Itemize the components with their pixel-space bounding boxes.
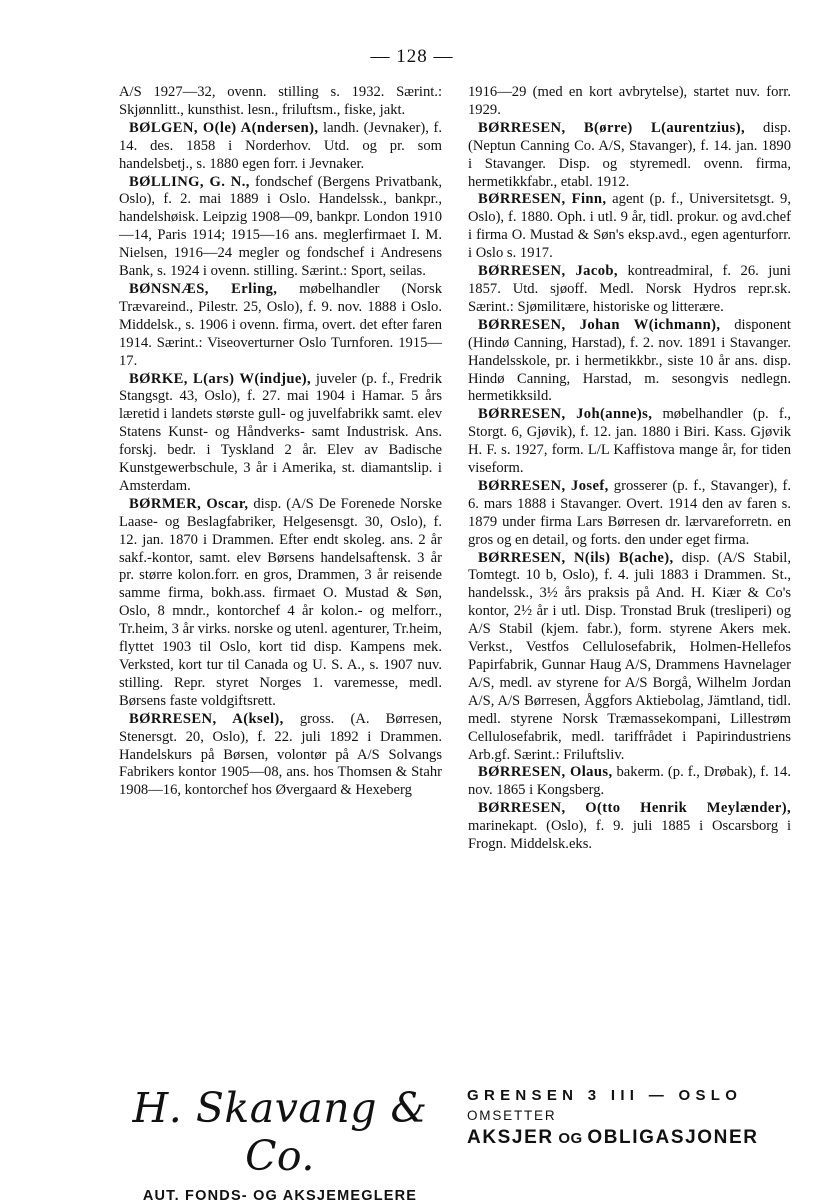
entry-text: disp. (A/S Stabil, Tomtegt. 10 b, Oslo), f. 4. juli 1883 i Drammen. St., handelssk., 3½ års praksis på And. H. Kiær & Co's kontor, 2½ år i utl. Disp. Tronstad Bruk (tresliperi) og A/S Stabil (kjem. fabr.), form. styrene Akers mek. Verkst., Vestfos Cellulosefabrik, Holmen-Hellefos Papirfabrik, Gunnar Haug A/S, Drammens Havnelager A/S, medl. av styrene for A/S Borgå, Wilhelm Jordan A/S, A/S Børresen, Åggfors Aktiebolag, Jämtland, tidl. medl. styrene Norsk Træmassekompani, Lillestrøm Cellulosefabrik, medl. tariffrådet i Papirindustriens Arb.gf. Særint.: Friluftsliv. — [468, 549, 792, 763]
entry-name: BØNSNÆS, Erling, — [129, 280, 278, 297]
entry-name: BØRRESEN, B(ørre) L(aurentzius), — [478, 119, 746, 136]
directory-entry — [119, 371, 442, 496]
entry-text: agent (p. f., Universitetsgt. 9, Oslo), f. 1880. Oph. i utl. 9 år, tidl. prokur. og avd.chef i firma O. Mustad & Søn's eksp.avd., egen agenturforr. i Oslo s. 1917. — [468, 191, 791, 262]
entry-text: A/S 1927—32, ovenn. stilling s. 1932. Særint.: Skjønnlitt., kunsthist. lesn., friluftsm., fiske, jakt. — [119, 84, 442, 118]
skavang-subtitle: AUT. FONDS- OG AKSJEMEGLERE — [142, 1188, 418, 1204]
entry-text: møbelhandler (p. f., Storgt. 6, Gjøvik), f. 12. jan. 1880 i Biri. Kass. Gjøvik H. F. s. 1927, form. L/L Kaffistova mange år, for tiden viseform. — [468, 406, 791, 477]
skavang-logo: H. Skavang & Co. — [132, 1084, 428, 1180]
entry-text: disp. (Neptun Canning Co. A/S, Stavanger), f. 14. jan. 1890 i Stavanger. Disp. og styremedl. ovenn. firma, hermetikkfabr., etabl. 1912. — [468, 119, 792, 190]
right-column — [468, 84, 791, 854]
directory-entry — [119, 120, 442, 174]
entry-text: disponent (Hindø Canning, Harstad), f. 2. nov. 1891 i Stavanger. Handelsskole, pr. i hermetikkbr., siste 10 år ans. disp. Hindø Canning, Harstad, m. sesongvis nedlegn. hermetikksild. — [468, 316, 791, 405]
entry-name: BØRRESEN, O(tto Henrik Meylænder), — [478, 800, 791, 817]
entry-text: landh. (Jevnaker), f. 14. des. 1858 i Norderhov. Utd. og pr. som handelsbetj., s. 1880 egen forr. i Jevnaker. — [119, 119, 442, 172]
ad-verb: OMSETTER — [467, 1108, 557, 1123]
directory-entry — [468, 191, 791, 263]
directory-entry — [119, 84, 442, 120]
entry-name: BØRRESEN, A(ksel), — [129, 710, 284, 727]
directory-entry — [468, 550, 791, 765]
entry-text: disp. (A/S De Forenede Norske Laase- og Beslagfabriker, Helgesensgt. 30, Oslo), f. 12. jan. 1870 i Drammen. Efter endt skoleg. ans. 2 år sakf.-kontor, samt. elev Børsens handelsaftensk. 3 år pr. større kolon.forr. en gros, Drammen, 3 år reisende samme firma, bokh.ass. firmaet O. Mustad & Søn, Oslo, 8 mndr., kontorchef 4 år kolon.- og melforr., Tr.heim, 3 år virks. norske og utenl. agenturer, Tr.heim, flyttet 1903 til Oslo, kort tid disp. Kampens mek. Verksted, kort tur til Canada og U. S. A., s. 1907 nuv. stilling. Repr. styret Norges 1. varemesse, medl. Børsens faste voldgiftsrett. — [119, 495, 442, 709]
directory-entry — [119, 711, 442, 801]
entry-name: BØRRESEN, Johan W(ichmann), — [478, 316, 721, 333]
entry-name: BØLLING, G. N., — [129, 173, 250, 190]
entry-text: møbelhandler (Norsk Trævareind., Pilestr. 25, Oslo), f. 9. nov. 1888 i Oslo. Middelsk., s. 1906 i ovenn. firma, overt. det efter faren 1914. Særint.: Viseoverturner Oslo Turnforen. 1915—17. — [119, 280, 442, 369]
entry-text: juveler (p. f., Fredrik Stangsgt. 43, Oslo), f. 27. mai 1904 i Hamar. 5 års læretid i landets største gull- og juvelfabrikk samt. elev Statens Kunst- og Håndverks- samt Industrisk. Ans. forskj. bedr. i Tyskland 2 år. Elev av Badische Kunstgewerbschule, 3 år i Amerika, st. diamantslip. i Amsterdam. — [119, 370, 442, 494]
directory-entry — [468, 317, 791, 407]
entry-name: BØRRESEN, N(ils) B(ache), — [478, 549, 674, 566]
entry-text: gross. (A. Børresen, Stenersgt. 20, Oslo), f. 22. juli 1892 i Drammen. Handelskurs på Børsen, volontør på A/S Solvangs Fabrikers kontor 1905—08, ans. hos Thomsen & Stahr 1908—16, kontorchef hos Øvergaard & Hexeberg — [119, 710, 442, 799]
ad-product-og: OG — [553, 1130, 588, 1147]
advertisement-grensen — [467, 1087, 787, 1149]
ad-product-obligasjoner: OBLIGASJONER — [587, 1127, 759, 1148]
entry-name: BØLGEN, O(le) A(ndersen), — [129, 119, 319, 136]
entry-text: bakerm. (p. f., Drøbak), f. 14. nov. 1865 i Kongsberg. — [468, 764, 791, 799]
page-number: — 128 — — [370, 46, 454, 67]
directory-entry — [468, 84, 791, 120]
entry-text: grosserer (p. f., Stavanger), f. 6. mars 1888 i Stavanger. Overt. 1914 den av faren s. 1879 under firma Lars Børresen dr. lærvareforretn. en gros og en detail, og forts. den under eget firma. — [468, 477, 792, 548]
entry-name: BØRRESEN, Olaus, — [478, 764, 613, 781]
directory-entry — [119, 496, 442, 711]
advertisement-skavang — [117, 1084, 443, 1204]
entry-text: marinekapt. (Oslo), f. 9. juli 1885 i Oscarsborg i Frogn. Middelsk.eks. — [468, 818, 791, 853]
directory-entry — [468, 478, 791, 550]
entry-text: kontreadmiral, f. 26. juni 1857. Utd. sjøoff. Medl. Norsk Hydros repr.sk. Særint.: Sjømilitære, historiske og litterære. — [468, 263, 791, 315]
directory-entry — [468, 406, 791, 478]
entry-text: 1916—29 (med en kort avbrytelse), startet nuv. forr. 1929. — [468, 84, 791, 118]
ad-product-aksjer: AKSJER — [467, 1127, 554, 1148]
entry-name: BØRRESEN, Joh(anne)s, — [478, 406, 653, 423]
entry-name: BØRRESEN, Finn, — [478, 191, 607, 208]
directory-entry — [119, 281, 442, 371]
directory-entry — [468, 120, 791, 192]
left-column — [119, 84, 442, 800]
ad-address: GRENSEN 3 III — OSLO — [467, 1087, 743, 1104]
entry-name: BØRKE, L(ars) W(indjue), — [129, 370, 312, 387]
directory-entry — [119, 174, 442, 281]
entry-name: BØRRESEN, Josef, — [478, 477, 609, 494]
ad-products — [467, 1127, 787, 1149]
directory-entry — [468, 764, 791, 800]
entry-name: BØRRESEN, Jacob, — [478, 263, 618, 280]
directory-entry — [468, 263, 791, 317]
entry-text: fondschef (Bergens Privatbank, Oslo), f. 2. mai 1889 i Oslo. Handelssk., bankpr., handelshøisk. Leipzig 1908—09, bankpr. London 1910—14, Paris 1914; 1915—16 ans. meglerfirmaet I. M. Nielsen, 1916—24 megler og fondschef i Andresens Bank, s. 1924 i ovenn. stilling. Særint.: Sport, seilas. — [119, 173, 443, 280]
directory-entry — [468, 800, 791, 854]
entry-name: BØRMER, Oscar, — [129, 495, 249, 512]
